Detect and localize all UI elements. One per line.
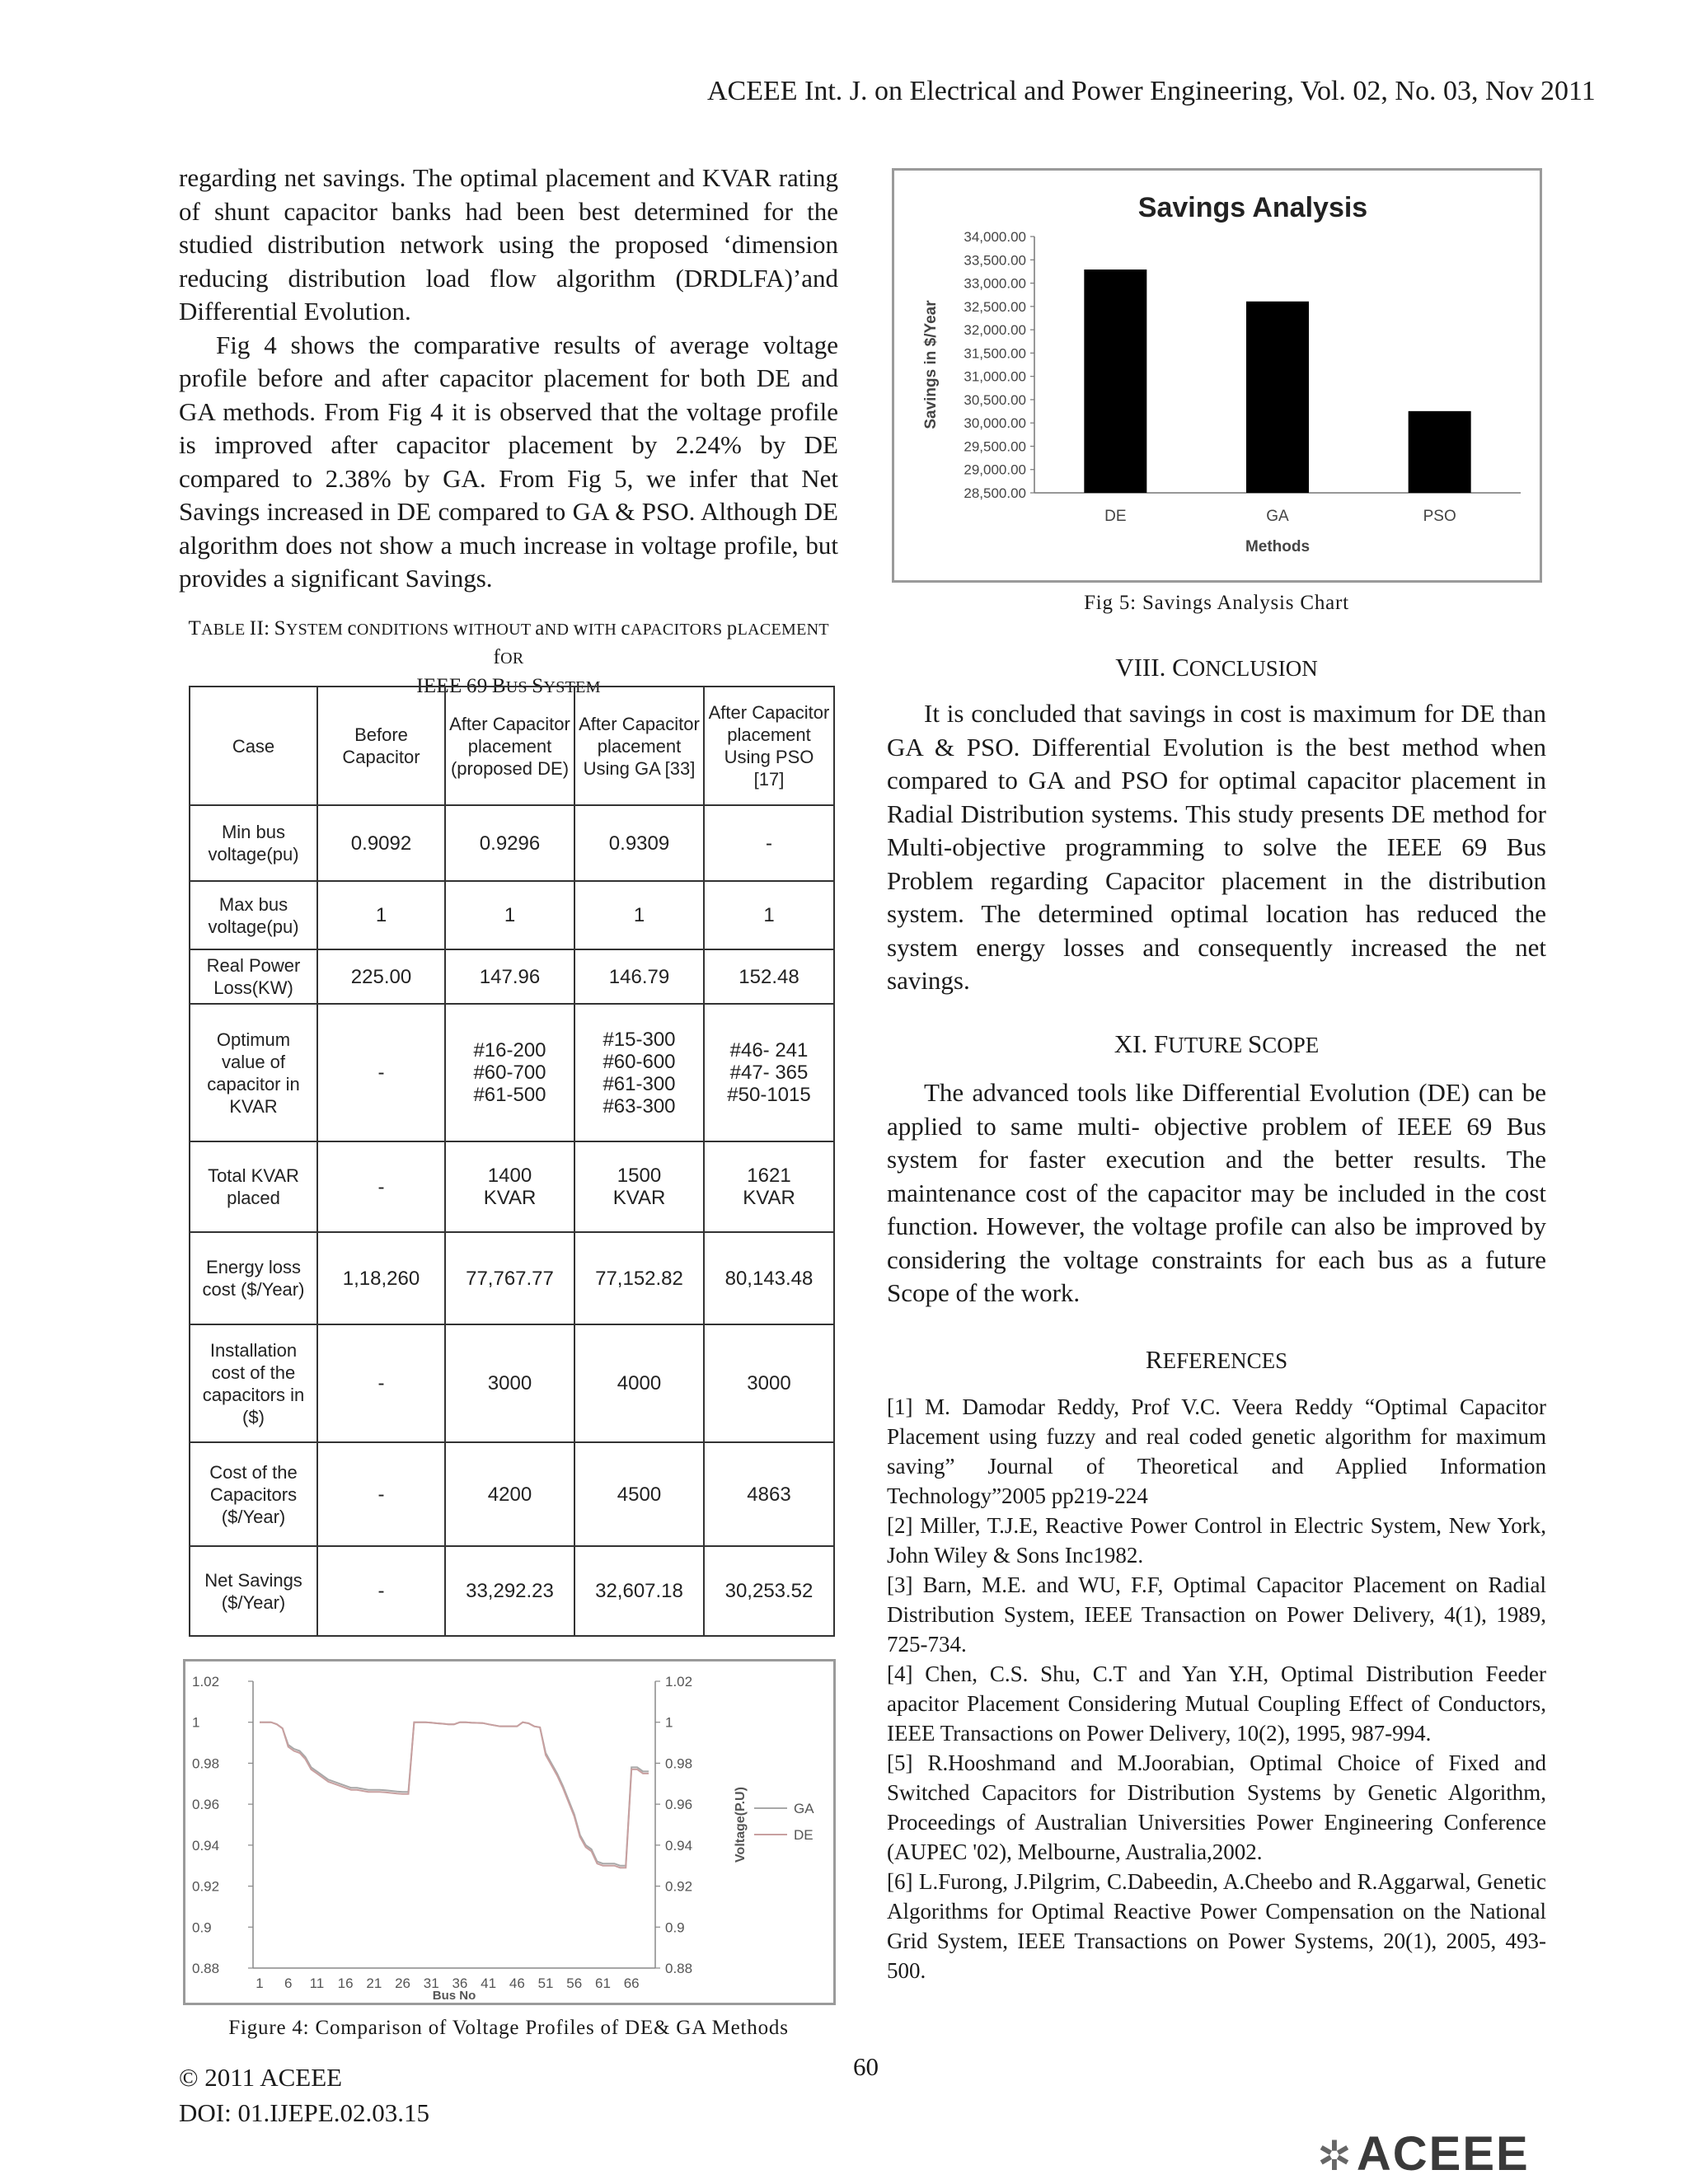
paragraph: regarding net savings. The optimal placement and KVAR rating of shunt capacitor banks had been best determined for the studied distribution network using the proposed ‘dimension reducing distribution load flow algorithm (DRDLFA)’and Differential Evolution. xyxy=(179,163,838,326)
x-tick-label: 36 xyxy=(452,1975,468,1991)
y-tick-label: 32,000.00 xyxy=(964,322,1026,339)
table-cell: 0.9296 xyxy=(445,805,574,881)
table-cell: 225.00 xyxy=(317,949,445,1004)
x-tick-label: 11 xyxy=(309,1975,325,1991)
x-tick-label: PSO xyxy=(1423,508,1456,525)
y-tick-label: 29,500.00 xyxy=(964,438,1026,455)
table-row xyxy=(190,1442,834,1546)
table-cell: 3000 xyxy=(704,1324,834,1442)
reference-item: [4] Chen, C.S. Shu, C.T and Yan Y.H, Optimal Distribution Feeder apacitor Placement Considering Mutual Coupling Effect of Conductors, IEEE Transactions on Power Delivery, 10(2), 1995, 987-994. xyxy=(887,1661,1546,1746)
y-tick-label: 30,500.00 xyxy=(964,391,1026,408)
bar-de xyxy=(1084,269,1146,493)
x-tick-label: 46 xyxy=(509,1975,525,1991)
page-number: 60 xyxy=(853,2052,879,2081)
figure-5-caption: Fig 5: Savings Analysis Chart xyxy=(1084,592,1349,614)
x-tick-label: 41 xyxy=(481,1975,497,1991)
table-cell: 1 xyxy=(445,881,574,949)
y-tick-label: 31,000.00 xyxy=(964,368,1026,385)
y-tick-label: 32,500.00 xyxy=(964,298,1026,315)
table-row-label: Optimum value of capacitor in KVAR xyxy=(190,1004,317,1141)
table-row xyxy=(190,805,834,881)
table-cell: 4500 xyxy=(574,1442,704,1546)
bar-pso xyxy=(1409,411,1471,493)
section-heading-future-scope xyxy=(887,1029,1546,1059)
x-tick-label: 16 xyxy=(337,1975,354,1991)
x-tick-label: 51 xyxy=(537,1975,554,1991)
y-axis-label: Voltage(P.U) xyxy=(734,1787,748,1863)
table-row xyxy=(190,949,834,1004)
reference-item: [3] Barn, M.E. and WU, F.F, Optimal Capacitor Placement on Radial Distribution System, IEEE Transaction on Power Delivery, 4(1), 1989, 725-734. xyxy=(887,1572,1546,1657)
table-cell: - xyxy=(704,805,834,881)
table-row-label: Max bus voltage(pu) xyxy=(190,881,317,949)
table-row xyxy=(190,1546,834,1636)
table-cell: 1,18,260 xyxy=(317,1232,445,1324)
series-line-ga xyxy=(260,1722,649,1866)
figure-4-caption: Figure 4: Comparison of Voltage Profiles of DE& GA Methods xyxy=(228,2017,789,2039)
savings-analysis-svg xyxy=(894,171,1540,580)
table-cell: 77,152.82 xyxy=(574,1232,704,1324)
reference-item: [6] L.Furong, J.Pilgrim, C.Dabeedin, A.Cheebo and R.Aggarwal, Genetic Algorithms for Optimal Reactive Power Compensation on the National Grid System, IEEE Transactions on Power Systems, 20(1), 2005, 493-500. xyxy=(887,1869,1546,1983)
table-cell: 32,607.18 xyxy=(574,1546,704,1636)
table-cell: 146.79 xyxy=(574,949,704,1004)
table-header-cell: Case xyxy=(190,687,317,805)
section-heading-conclusion xyxy=(887,653,1546,682)
y-axis-label: Savings in $/Year xyxy=(922,300,940,429)
legend-label: GA xyxy=(794,1801,814,1816)
y-tick-label: 29,000.00 xyxy=(964,462,1026,478)
aceee-logo xyxy=(1317,2126,1530,2182)
table-cell: #16-200 #60-700 #61-500 xyxy=(445,1004,574,1141)
table-cell: 1621 KVAR xyxy=(704,1141,834,1232)
table-row-label: Min bus voltage(pu) xyxy=(190,805,317,881)
reference-item: [5] R.Hooshmand and M.Joorabian, Optimal Choice of Fixed and Switched Capacitors for Distribution Systems by Genetic Algorithm, Proceedings of Australian Universities Power Engineering Conference (AUPEC '02), Melbourne, Australia,2002. xyxy=(887,1750,1546,1864)
savings-analysis-chart xyxy=(892,168,1542,583)
x-tick-label: 26 xyxy=(395,1975,410,1991)
y-tick-label: 30,000.00 xyxy=(964,415,1026,432)
table-caption-line: IEEE 69 BUS SYSTEM xyxy=(416,675,601,697)
table-row xyxy=(190,1141,834,1232)
table-header-cell: After Capacitor placement Using PSO [17] xyxy=(704,687,834,805)
y-tick-label: 34,000.00 xyxy=(964,229,1026,245)
heading-rest: ONCLUSION xyxy=(1189,656,1318,681)
table-row-label: Energy loss cost ($/Year) xyxy=(190,1232,317,1324)
table-row xyxy=(190,1232,834,1324)
x-tick-label: 6 xyxy=(284,1975,293,1991)
x-tick-label: 31 xyxy=(423,1975,439,1991)
y-tick-label: 28,500.00 xyxy=(964,485,1026,501)
voltage-profile-svg xyxy=(185,1661,833,2003)
x-tick-label: 66 xyxy=(623,1975,640,1991)
system-conditions-table xyxy=(189,686,835,1637)
x-tick-label: 1 xyxy=(256,1975,264,1991)
copyright: © 2011 ACEEE xyxy=(179,2063,343,2092)
table-cell: 147.96 xyxy=(445,949,574,1004)
x-axis-label: Methods xyxy=(1245,538,1311,555)
y-tick-label: 1 xyxy=(192,1714,200,1731)
table-cell: - xyxy=(317,1546,445,1636)
table-cell: - xyxy=(317,1442,445,1546)
future-scope-paragraph: The advanced tools like Differential Evolution (DE) can be applied to same multi- objective problem of IEEE 69 Bus system for faster execution and the better results. The maintenance cost of the capacitor may be included in the cost function. However, the voltage profile can also be improved by considering the voltage constraints for each bus as a future Scope of the work. xyxy=(887,1078,1546,1307)
x-tick-label: 21 xyxy=(366,1975,382,1991)
y-tick-label: 33,000.00 xyxy=(964,275,1026,292)
y-tick-label-right: 0.96 xyxy=(665,1797,693,1813)
table-cell: 80,143.48 xyxy=(704,1232,834,1324)
table-cell: #15-300 #60-600 #61-300 #63-300 xyxy=(574,1004,704,1141)
table-header-cell: Before Capacitor xyxy=(317,687,445,805)
table-cell: 0.9309 xyxy=(574,805,704,881)
section-number: VIII. xyxy=(1115,653,1173,682)
x-tick-label: 56 xyxy=(566,1975,583,1991)
heading-rest: EFERENCES xyxy=(1162,1348,1288,1373)
series-line-de xyxy=(260,1722,649,1868)
table-cell: 3000 xyxy=(445,1324,574,1442)
heading-rest: COPE xyxy=(1262,1033,1320,1057)
chart-title: Savings Analysis xyxy=(1137,192,1368,223)
table-cell: 77,767.77 xyxy=(445,1232,574,1324)
logo-text: ACEEE xyxy=(1356,2127,1530,2181)
table-row-label: Cost of the Capacitors ($/Year) xyxy=(190,1442,317,1546)
table-cell: 1500 KVAR xyxy=(574,1141,704,1232)
journal-header: ACEEE Int. J. on Electrical and Power Engineering, Vol. 02, No. 03, Nov 2011 xyxy=(707,76,1596,106)
table-cell: - xyxy=(317,1141,445,1232)
y-tick-label-right: 1.02 xyxy=(665,1674,693,1690)
heading-rest: UTURE xyxy=(1168,1033,1248,1057)
x-tick-label: DE xyxy=(1104,508,1127,525)
table-cell: 1400 KVAR xyxy=(445,1141,574,1232)
paragraph: Fig 4 shows the comparative results of average voltage profile before and after capacitor placement for both DE and GA methods. From Fig 4 it is observed that the voltage profile is improved after capacitor placement by 2.24% by DE compared to 2.38% by GA. From Fig 5, we infer that Net Savings increased in DE compared to GA & PSO. Although DE algorithm does not show a much increase in voltage profile, but provides a significant Savings. xyxy=(179,330,838,593)
bar-ga xyxy=(1246,302,1309,493)
y-tick-label: 0.96 xyxy=(192,1797,220,1813)
table-cell: #46- 241 #47- 365 #50-1015 xyxy=(704,1004,834,1141)
reference-item: [2] Miller, T.J.E, Reactive Power Control in Electric System, New York, John Wiley & Sons Inc1982. xyxy=(887,1513,1546,1568)
y-tick-label-right: 0.94 xyxy=(665,1837,693,1854)
table-header-cell: After Capacitor placement (proposed DE) xyxy=(445,687,574,805)
table-header-row xyxy=(190,687,834,805)
voltage-profile-chart xyxy=(183,1659,836,2005)
section-number: XI. xyxy=(1114,1029,1154,1058)
table-cell: 0.9092 xyxy=(317,805,445,881)
table-cell: 4000 xyxy=(574,1324,704,1442)
table-cell: 152.48 xyxy=(704,949,834,1004)
reference-list xyxy=(887,1392,1546,1985)
x-tick-label: 61 xyxy=(595,1975,611,1991)
y-tick-label: 33,500.00 xyxy=(964,252,1026,269)
left-column-text xyxy=(179,162,838,596)
table-row xyxy=(190,1324,834,1442)
table-cell: 33,292.23 xyxy=(445,1546,574,1636)
table-row xyxy=(190,881,834,949)
y-tick-label: 0.9 xyxy=(192,1919,212,1936)
table-cell: 1 xyxy=(317,881,445,949)
y-tick-label-right: 0.92 xyxy=(665,1878,693,1895)
y-tick-label: 31,500.00 xyxy=(964,345,1026,362)
table-row xyxy=(190,1004,834,1141)
table-caption-line: TABLE II: SYSTEM cONDITIONS wITHOUT aND wITH cAPACITORS pLACEMENT fOR xyxy=(188,617,829,668)
y-tick-label: 0.94 xyxy=(192,1837,220,1854)
table-cell: 4200 xyxy=(445,1442,574,1546)
table-row-label: Real Power Loss(KW) xyxy=(190,949,317,1004)
table-row-label: Installation cost of the capacitors in ($) xyxy=(190,1324,317,1442)
heading-initial: S xyxy=(1247,1029,1263,1058)
x-axis-label: Bus No xyxy=(432,1989,476,2003)
table-cell: 1 xyxy=(574,881,704,949)
y-tick-label: 0.98 xyxy=(192,1755,220,1772)
table-cell: - xyxy=(317,1004,445,1141)
table-row-label: Net Savings ($/Year) xyxy=(190,1546,317,1636)
legend-label: DE xyxy=(794,1827,814,1843)
reference-item: [1] M. Damodar Reddy, Prof V.C. Veera Reddy “Optimal Capacitor Placement using fuzzy and real coded genetic algorithm for maximum saving” Journal of Theoretical and Applied Information Technology”2005 pp219-224 xyxy=(887,1394,1546,1508)
y-tick-label: 0.88 xyxy=(192,1961,220,1976)
logo-star-icon: ✲ xyxy=(1317,2133,1353,2179)
table-cell: - xyxy=(317,1324,445,1442)
y-tick-label: 0.92 xyxy=(192,1878,220,1895)
heading-initial: C xyxy=(1172,653,1189,682)
table-cell: 1 xyxy=(704,881,834,949)
references-heading xyxy=(887,1345,1546,1375)
table-header-cell: After Capacitor placement Using GA [33] xyxy=(574,687,704,805)
table-cell: 30,253.52 xyxy=(704,1546,834,1636)
y-tick-label-right: 0.88 xyxy=(665,1961,693,1976)
heading-initial: F xyxy=(1153,1029,1169,1058)
heading-initial: R xyxy=(1145,1345,1163,1374)
y-tick-label-right: 0.9 xyxy=(665,1919,685,1936)
doi: DOI: 01.IJEPE.02.03.15 xyxy=(179,2098,429,2127)
y-tick-label-right: 0.98 xyxy=(665,1755,693,1772)
table-row-label: Total KVAR placed xyxy=(190,1141,317,1232)
y-tick-label: 1.02 xyxy=(192,1674,220,1690)
y-tick-label-right: 1 xyxy=(665,1714,673,1731)
conclusion-paragraph: It is concluded that savings in cost is maximum for DE than GA & PSO. Differential Evolution is the best method when compared to GA and PSO for optimal capacitor placement in Radial Distribution systems. This study presents DE method for Multi-objective programming to solve the IEEE 69 Bus Problem regarding Capacitor placement in the distribution system. The determined optimal location has reduced the system energy losses and consequently increased the net savings. xyxy=(887,699,1546,995)
table-cell: 4863 xyxy=(704,1442,834,1546)
x-tick-label: GA xyxy=(1266,508,1289,525)
